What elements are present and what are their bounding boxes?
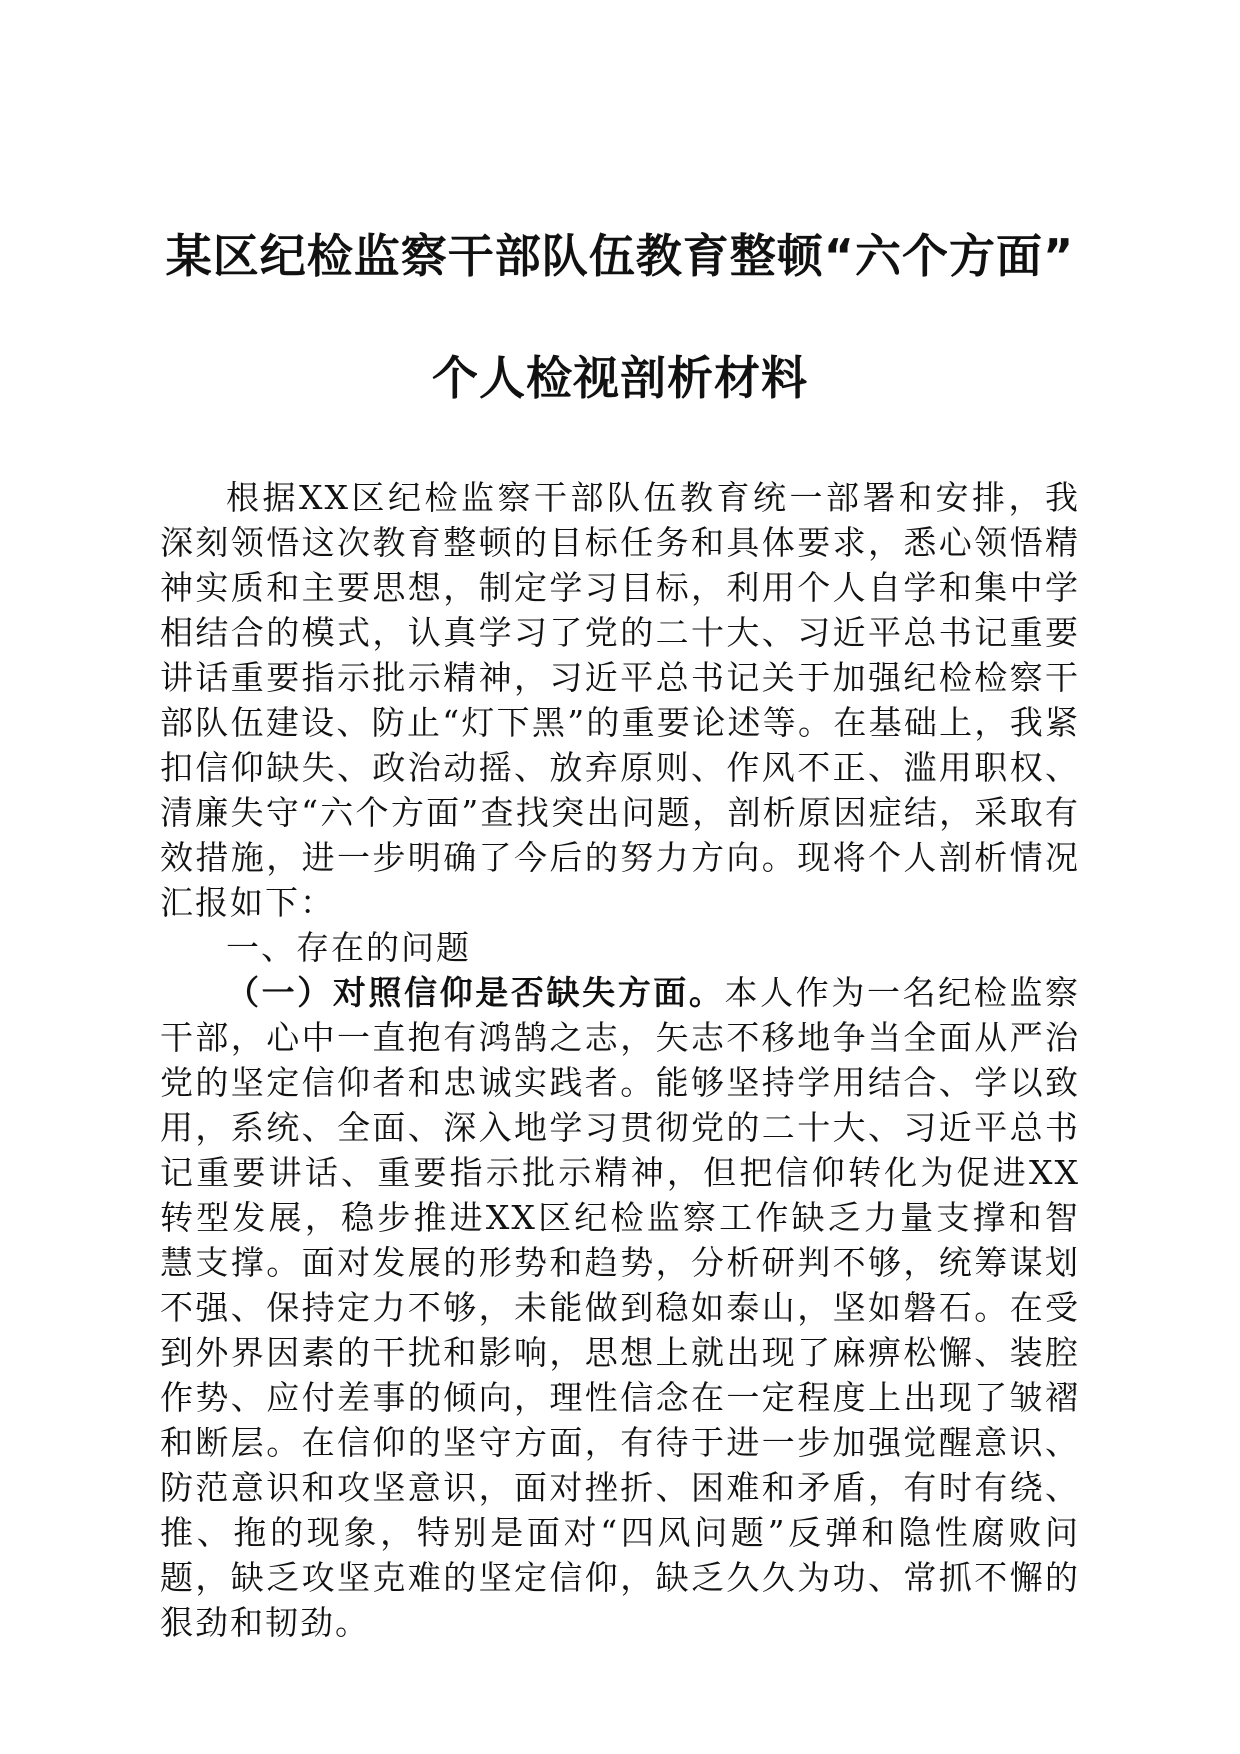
document-body	[160, 475, 1080, 1645]
subsection-lead-belief: （一）对照信仰是否缺失方面。	[226, 973, 725, 1012]
intro-paragraph: 根据XX区纪检监察干部队伍教育统一部署和安排，我深刻领悟这次教育整顿的目标任务和具体要求，悉心领悟精神实质和主要思想，制定学习目标，利用个人自学和集中学相结合的模式，认真学习了党的二十大、习近平总书记重要讲话重要指示批示精神，习近平总书记关于加强纪检检察干部队伍建设、防止“灯下黑”的重要论述等。在基础上，我紧扣信仰缺失、政治动摇、放弃原则、作风不正、滥用职权、清廉失守“六个方面”查找突出问题，剖析原因症结，采取有效措施，进一步明确了今后的努力方向。现将个人剖析情况汇报如下：	[160, 478, 1080, 922]
document-title-line-2: 个人检视剖析材料	[432, 351, 808, 405]
document-title-line-1: 某区纪检监察干部队伍教育整顿“六个方面”	[165, 229, 1075, 283]
subsection-body-belief: 本人作为一名纪检监察干部，心中一直抱有鸿鹄之志，矢志不移地争当全面从严治党的坚定信仰者和忠诚实践者。能够坚持学用结合、学以致用，系统、全面、深入地学习贯彻党的二十大、习近平总书记重要讲话、重要指示批示精神，但把信仰转化为促进XX转型发展，稳步推进XX区纪检监察工作缺乏力量支撑和智慧支撑。面对发展的形势和趋势，分析研判不够，统筹谋划不强、保持定力不够，未能做到稳如泰山，坚如磐石。在受到外界因素的干扰和影响，思想上就出现了麻痹松懈、装腔作势、应付差事的倾向，理性信念在一定程度上出现了皱褶和断层。在信仰的坚守方面，有待于进一步加强觉醒意识、防范意识和攻坚意识，面对挫折、困难和矛盾，有时有绕、推、拖的现象，特别是面对“四风问题”反弹和隐性腐败问题，缺乏攻坚克难的坚定信仰，缺乏久久为功、常抓不懈的狠劲和韧劲。	[160, 973, 1081, 1642]
section-heading-problems: 一、存在的问题	[226, 928, 471, 967]
subsection-paragraph-belief	[160, 970, 1080, 1645]
